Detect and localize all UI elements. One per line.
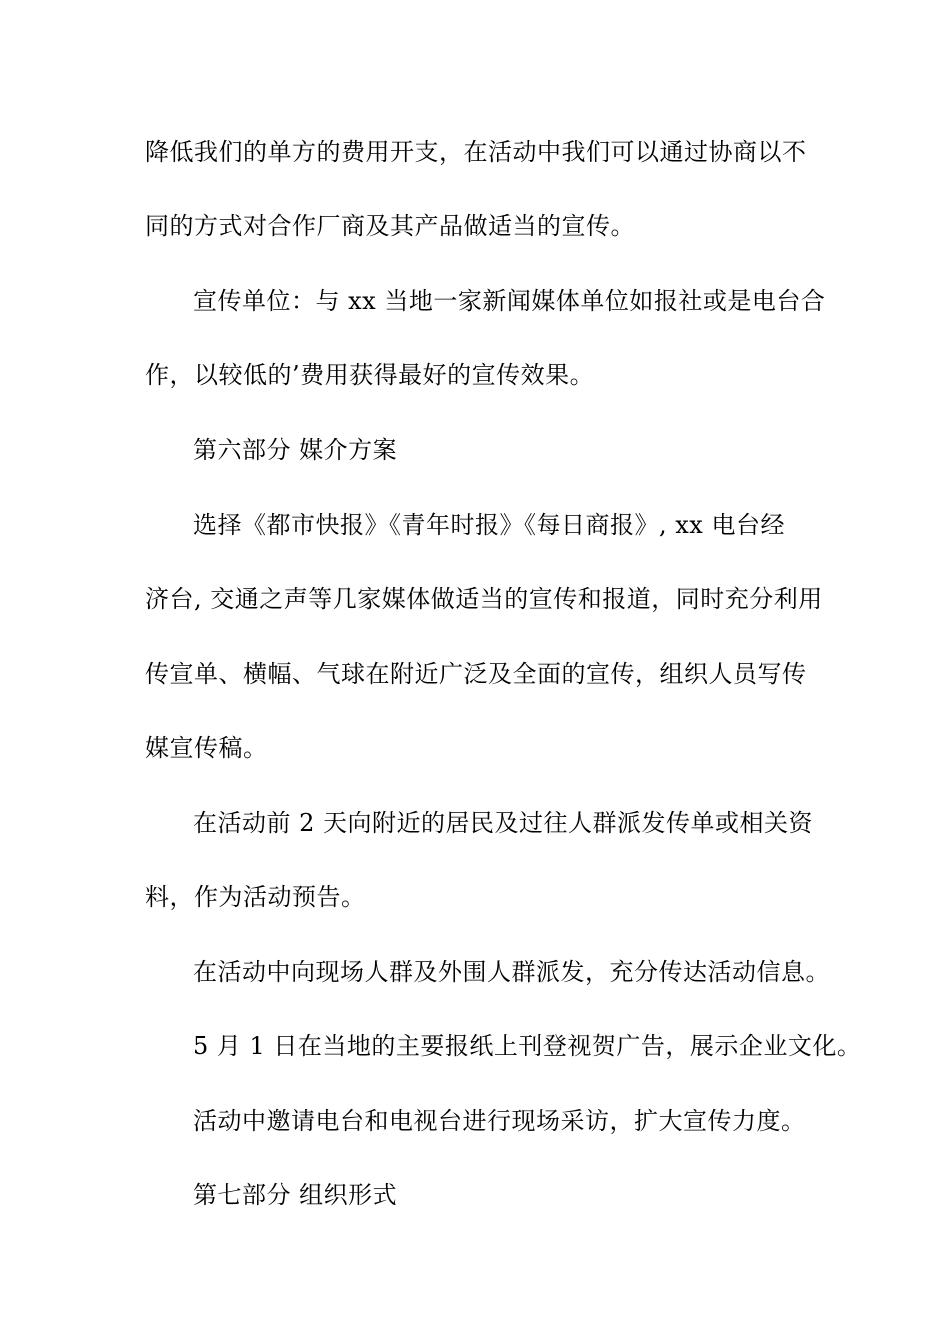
text-line: 在活动前 2 天向附近的居民及过往人群派发传单或相关资 <box>193 809 814 837</box>
text-line: 在活动中向现场人群及外围人群派发，充分传达活动信息。 <box>193 958 830 986</box>
text-line: 5 月 1 日在当地的主要报纸上刊登视贺广告，展示企业文化。 <box>193 1032 862 1060</box>
text-line: 活动中邀请电台和电视台进行现场采访，扩大宣传力度。 <box>193 1107 806 1135</box>
section-heading: 第六部分 媒介方案 <box>193 436 398 464</box>
text-line: 料，作为活动预告。 <box>145 883 366 911</box>
text-line: 传宣单、横幅、气球在附近广泛及全面的宣传，组织人员写传 <box>145 660 807 688</box>
text-line: 选择《都市快报》《青年时报》《每日商报》, xx 电台经 <box>193 511 785 539</box>
text-line: 媒宣传稿。 <box>145 734 268 762</box>
text-line: 宣传单位：与 xx 当地一家新闻媒体单位如报社或是电台合 <box>193 287 826 315</box>
text-line: 济台, 交通之声等几家媒体做适当的宣传和报道，同时充分利用 <box>145 585 823 613</box>
section-heading: 第七部分 组织形式 <box>193 1181 398 1209</box>
text-line: 降低我们的单方的费用开支，在活动中我们可以通过协商以不 <box>145 138 807 166</box>
text-line: 同的方式对合作厂商及其产品做适当的宣传。 <box>145 212 635 240</box>
text-line: 作，以较低的’费用获得最好的宣传效果。 <box>145 361 595 389</box>
